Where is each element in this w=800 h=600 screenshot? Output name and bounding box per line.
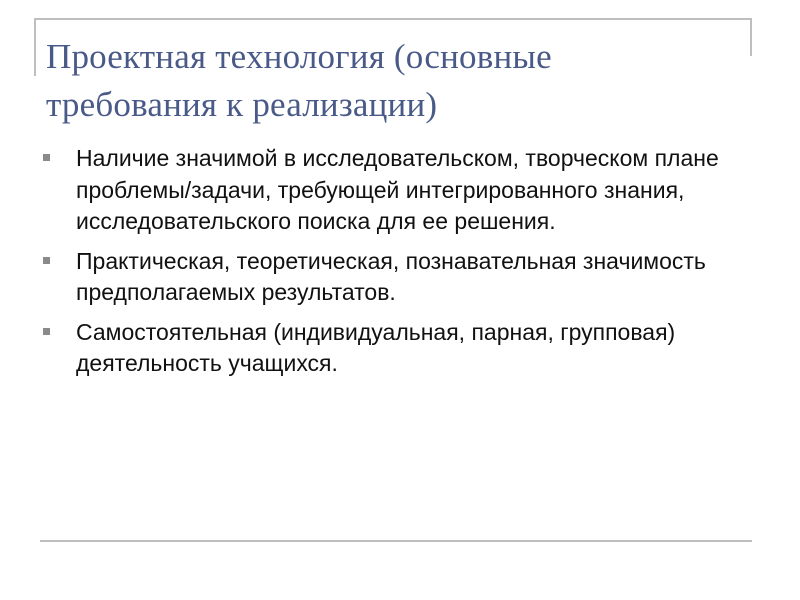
title-frame-right-rule <box>750 18 752 56</box>
bullet-item-text: Наличие значимой в исследовательском, творческом плане проблемы/задачи, требующей интегрированного знания, исследовательского поиска для ее решения. <box>76 145 719 234</box>
slide-title: Проектная технология (основные требования к реализации) <box>46 37 552 124</box>
bullet-item-2 <box>40 246 750 309</box>
square-bullet-icon <box>43 154 50 161</box>
bottom-divider <box>40 540 752 542</box>
title-frame-top-rule <box>34 18 752 20</box>
title-frame-left-rule <box>34 18 36 76</box>
bullet-list <box>40 143 750 388</box>
bullet-item-text: Практическая, теоретическая, познавательная значимость предполагаемых результатов. <box>76 247 706 305</box>
bullet-item-1 <box>40 143 750 238</box>
bullet-item-3 <box>40 317 750 380</box>
square-bullet-icon <box>43 328 50 335</box>
bullet-item-text: Самостоятельная (индивидуальная, парная, групповая) деятельность учащихся. <box>76 318 676 376</box>
square-bullet-icon <box>43 257 50 264</box>
